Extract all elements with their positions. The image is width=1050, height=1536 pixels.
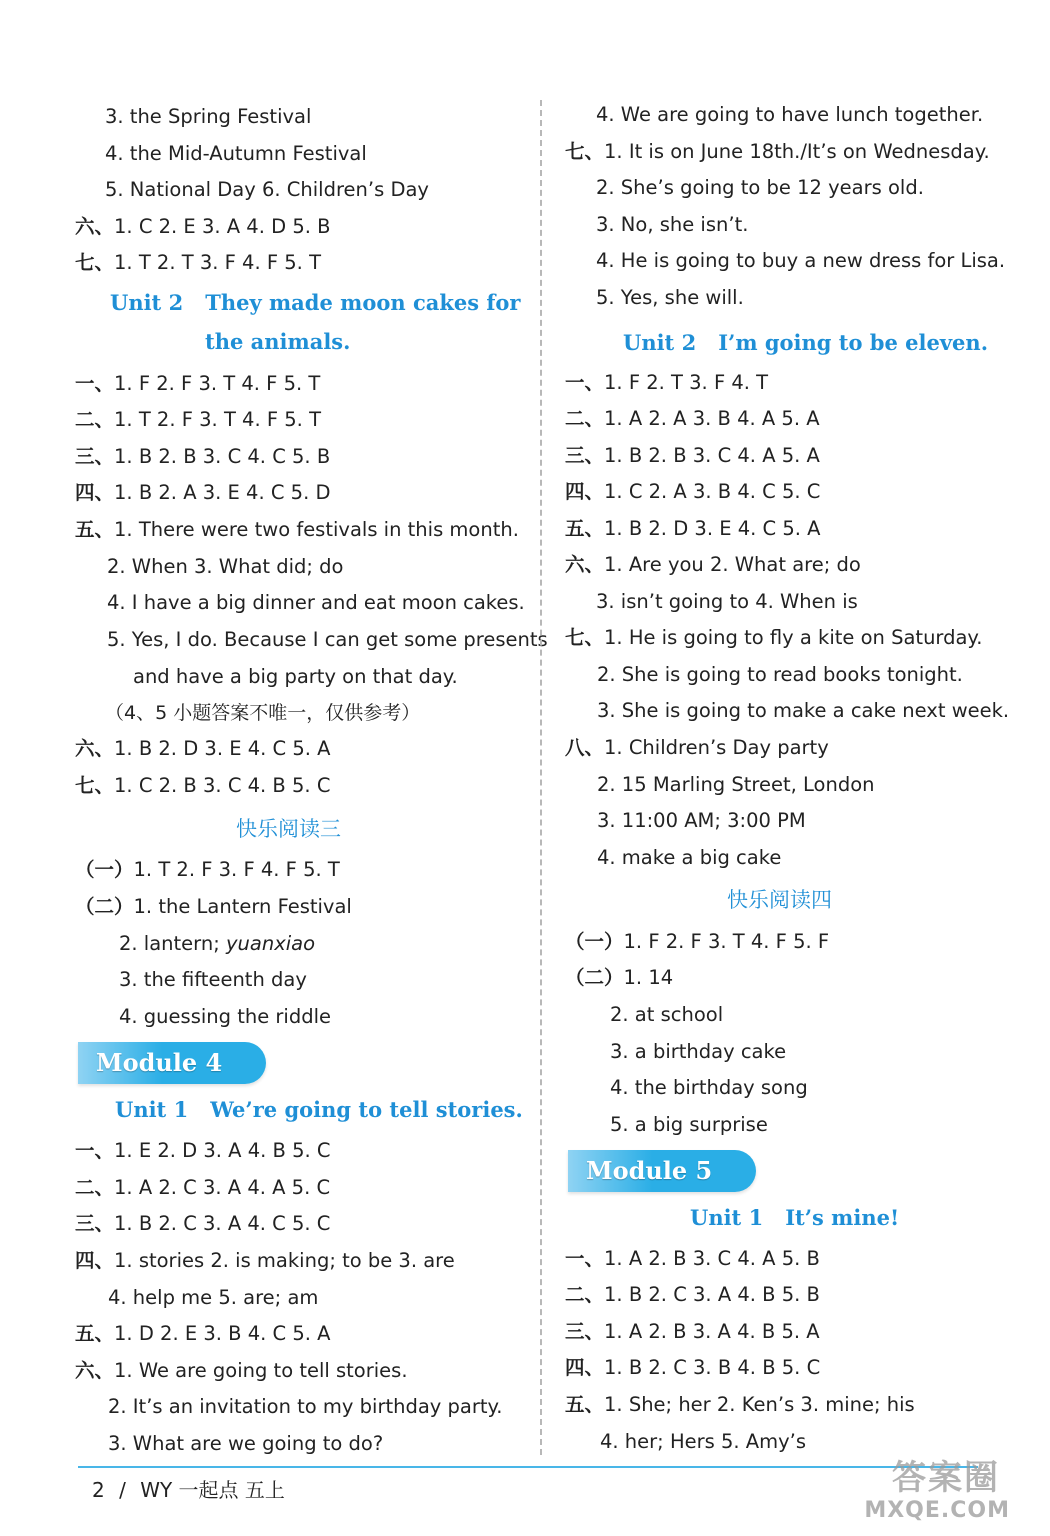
answer-line: [119, 931, 315, 957]
question-number: 五、: [565, 1393, 605, 1416]
answer-text: 1. C 2. B 3. C 4. B 5. C: [114, 774, 331, 797]
answer-text: 2. 15 Marling Street, London: [597, 773, 875, 796]
unit-title: [690, 1204, 899, 1232]
answer-line: [610, 1075, 808, 1101]
answer-text: 1. He is going to fly a kite on Saturday.: [604, 626, 983, 649]
question-number: 二、: [75, 408, 115, 431]
question-number: （一）: [565, 930, 624, 953]
answer-line: [105, 700, 420, 726]
question-number: 一、: [565, 371, 605, 394]
question-number: 五、: [75, 518, 115, 541]
answer-line: [75, 736, 331, 762]
answer-line: [75, 1358, 408, 1384]
answer-text: 1. A 2. B 3. C 4. A 5. B: [604, 1247, 820, 1270]
answer-line: [75, 444, 330, 470]
column-divider: [540, 100, 542, 1455]
answer-line: [119, 967, 307, 993]
book-series: WY 一起点 五上: [140, 1478, 285, 1502]
answer-line: [75, 1248, 455, 1274]
answer-text: 5. Yes, I do. Because I can get some presents: [107, 628, 548, 651]
answer-text: 4. make a big cake: [597, 846, 782, 869]
answer-line: [565, 139, 990, 165]
answer-line: [105, 104, 311, 130]
reading-section-title: 快乐阅读三: [236, 817, 341, 841]
answer-text: 1. F 2. T 3. F 4. T: [604, 371, 769, 394]
answer-text: 3. the Spring Festival: [105, 105, 312, 128]
question-number: 三、: [565, 444, 605, 467]
answer-text: 2. She’s going to be 12 years old.: [596, 176, 924, 199]
answer-line: [597, 772, 875, 798]
answer-text: and have a big party on that day.: [133, 665, 458, 688]
answer-line: [75, 894, 352, 920]
answer-text: 1. stories 2. is making; to be 3. are: [114, 1249, 455, 1272]
module-label: Module 4: [96, 1048, 223, 1077]
answer-line: [565, 443, 820, 469]
answer-line: [596, 102, 983, 128]
answer-line: [107, 590, 525, 616]
question-number: 三、: [565, 1320, 605, 1343]
answer-text: 1. T 2. F 3. F 4. F 5. T: [133, 858, 340, 881]
reading-section-title: 快乐阅读四: [727, 888, 832, 912]
answer-italic: yuanxiao: [225, 932, 316, 955]
question-number: 四、: [565, 480, 605, 503]
unit-name: the animals.: [205, 329, 351, 354]
answer-text: 1. B 2. D 3. E 4. C 5. A: [114, 737, 331, 760]
answer-line: [565, 1282, 820, 1308]
question-number: 一、: [565, 1247, 605, 1270]
question-number: 五、: [565, 517, 605, 540]
question-number: （一）: [75, 858, 134, 881]
unit-name: They made moon cakes for: [205, 290, 521, 315]
answer-line: [596, 285, 744, 311]
question-number: 七、: [565, 140, 605, 163]
answer-text: 3. isn’t going to 4. When is: [596, 590, 858, 613]
question-number: 三、: [75, 1212, 115, 1235]
question-number: 七、: [75, 251, 115, 274]
answer-text: 4. the Mid-Autumn Festival: [105, 142, 367, 165]
answer-text: 5. Yes, she will.: [596, 286, 744, 309]
unit-label: Unit 1: [115, 1097, 189, 1122]
answer-text: 3. What are we going to do?: [108, 1432, 384, 1455]
answer-text: 1. A 2. C 3. A 4. A 5. C: [114, 1176, 331, 1199]
answer-text: 1. B 2. D 3. E 4. C 5. A: [604, 517, 821, 540]
unit-label: Unit 2: [110, 290, 184, 315]
question-number: 五、: [75, 1322, 115, 1345]
answer-text: 1. F 2. F 3. T 4. F 5. F: [623, 930, 830, 953]
question-number: 七、: [75, 774, 115, 797]
answer-line: [105, 177, 429, 203]
answer-text: 1. D 2. E 3. B 4. C 5. A: [114, 1322, 331, 1345]
answer-text: 1. the Lantern Festival: [133, 895, 352, 918]
answer-text: 5. a big surprise: [610, 1113, 768, 1136]
answer-line: [597, 845, 781, 871]
answer-line: [565, 929, 829, 955]
answer-line: [565, 1319, 820, 1345]
answer-text: 1. C 2. E 3. A 4. D 5. B: [114, 215, 331, 238]
answer-line: [565, 1246, 820, 1272]
answer-line: [565, 735, 829, 761]
answer-line: [600, 1429, 806, 1455]
answer-line: [565, 479, 820, 505]
answer-line: [107, 627, 548, 653]
watermark-url: MXQE.COM: [864, 1498, 1010, 1523]
answer-line: [565, 625, 982, 651]
answer-line: [75, 773, 330, 799]
question-number: 六、: [75, 737, 115, 760]
answer-line: [75, 214, 331, 240]
question-number: 二、: [565, 1283, 605, 1306]
answer-text: 1. She; her 2. Ken’s 3. mine; his: [604, 1393, 915, 1416]
answer-line: [105, 141, 367, 167]
answer-line: [565, 406, 820, 432]
answer-line: [565, 1355, 820, 1381]
unit-title: [110, 289, 521, 317]
watermark-text: 答案圈: [892, 1458, 1000, 1498]
unit-name: We’re going to tell stories.: [210, 1097, 523, 1122]
question-number: （二）: [565, 966, 624, 989]
answer-text: 1. It is on June 18th./It’s on Wednesday.: [604, 140, 990, 163]
question-number: 六、: [75, 215, 115, 238]
answer-text: 1. E 2. D 3. A 4. B 5. C: [114, 1139, 331, 1162]
question-number: （二）: [75, 895, 134, 918]
question-number: 三、: [75, 445, 115, 468]
answer-text: 2. at school: [610, 1003, 724, 1026]
answer-text: 3. She is going to make a cake next week.: [597, 699, 1010, 722]
answer-text: 1. B 2. B 3. C 4. A 5. A: [604, 444, 820, 467]
question-number: 一、: [75, 372, 115, 395]
answer-line: [596, 212, 748, 238]
answer-line: [565, 516, 821, 542]
answer-line: [75, 480, 331, 506]
answer-text: 5. National Day 6. Children’s Day: [105, 178, 429, 201]
answer-text: 3. No, she isn’t.: [596, 213, 749, 236]
answer-text: 1. B 2. C 3. A 4. C 5. C: [114, 1212, 331, 1235]
answer-text: 1. T 2. T 3. F 4. F 5. T: [114, 251, 321, 274]
answer-line: [75, 517, 519, 543]
answer-text: 4. I have a big dinner and eat moon cakes.: [107, 591, 525, 614]
question-number: 四、: [75, 481, 115, 504]
answer-line: [119, 1004, 331, 1030]
answer-text: 4. We are going to have lunch together.: [596, 103, 984, 126]
answer-line: [596, 175, 924, 201]
answer-text: 1. 14: [623, 966, 674, 989]
answer-line: [133, 664, 458, 690]
answer-text: 2. When 3. What did; do: [107, 555, 344, 578]
answer-text: 1. A 2. A 3. B 4. A 5. A: [604, 407, 820, 430]
unit-title: [115, 1096, 523, 1124]
answer-line: [75, 250, 321, 276]
answer-text: 1. C 2. A 3. B 4. C 5. C: [604, 480, 821, 503]
question-number: 二、: [565, 407, 605, 430]
module-banner: [78, 1042, 266, 1084]
answer-line: [610, 1039, 786, 1065]
answer-line: [107, 554, 344, 580]
unit-title: [205, 328, 350, 356]
answer-text: （4、5 小题答案不唯一，仅供参考）: [105, 702, 421, 724]
answer-text: 1. T 2. F 3. T 4. F 5. T: [114, 408, 321, 431]
answer-line: [75, 1138, 331, 1164]
answer-text: 3. 11:00 AM; 3:00 PM: [597, 809, 806, 832]
answer-text: 2. It’s an invitation to my birthday party.: [108, 1395, 503, 1418]
answer-line: [75, 407, 321, 433]
unit-name: It’s mine!: [785, 1205, 900, 1230]
page-number: 2: [92, 1478, 105, 1502]
answer-text: 4. guessing the riddle: [119, 1005, 332, 1028]
answer-line: [75, 857, 340, 883]
answer-text: 1. Children’s Day party: [604, 736, 829, 759]
answer-text: 1. We are going to tell stories.: [114, 1359, 408, 1382]
answer-line: [75, 371, 320, 397]
answer-text: 3. a birthday cake: [610, 1040, 787, 1063]
answer-line: [565, 1392, 915, 1418]
answer-line: [565, 965, 673, 991]
question-number: 一、: [75, 1139, 115, 1162]
answer-text: 4. her; Hers 5. Amy’s: [600, 1430, 807, 1453]
answer-line: [610, 1002, 723, 1028]
question-number: 二、: [75, 1176, 115, 1199]
answer-line: [75, 1175, 330, 1201]
footer-rule: [78, 1466, 978, 1468]
answer-line: [108, 1285, 318, 1311]
answer-text: 1. There were two festivals in this month.: [114, 518, 519, 541]
module-label: Module 5: [586, 1156, 713, 1185]
answer-line: [597, 698, 1009, 724]
question-number: 八、: [565, 736, 605, 759]
answer-text: 2. lantern;: [119, 932, 226, 955]
unit-name: I’m going to be eleven.: [718, 330, 988, 355]
answer-text: 3. the fifteenth day: [119, 968, 307, 991]
answer-line: [596, 248, 1005, 274]
question-number: 六、: [75, 1359, 115, 1382]
watermark-logo: [860, 1458, 1010, 1528]
answer-text: 4. help me 5. are; am: [108, 1286, 319, 1309]
answer-text: 4. the birthday song: [610, 1076, 808, 1099]
answer-text: 1. B 2. C 3. B 4. B 5. C: [604, 1356, 821, 1379]
answer-text: 1. B 2. C 3. A 4. B 5. B: [604, 1283, 820, 1306]
question-number: 七、: [565, 626, 605, 649]
answer-text: 1. B 2. A 3. E 4. C 5. D: [114, 481, 331, 504]
page-footer: [92, 1476, 285, 1504]
unit-label: Unit 1: [690, 1205, 764, 1230]
answer-line: [597, 808, 806, 834]
question-number: 四、: [75, 1249, 115, 1272]
answer-line: [108, 1431, 383, 1457]
answer-text: 4. He is going to buy a new dress for Lisa.: [596, 249, 1006, 272]
answer-line: [75, 1211, 330, 1237]
answer-line: [597, 662, 963, 688]
answer-text: 1. Are you 2. What are; do: [604, 553, 861, 576]
answer-text: 2. She is going to read books tonight.: [597, 663, 963, 686]
answer-line: [596, 589, 858, 615]
module-banner: [568, 1150, 756, 1192]
footer-separator: /: [119, 1478, 126, 1502]
answer-line: [610, 1112, 768, 1138]
answer-line: [565, 370, 768, 396]
answer-text: 1. A 2. B 3. A 4. B 5. A: [604, 1320, 820, 1343]
question-number: 四、: [565, 1356, 605, 1379]
answer-line: [565, 552, 861, 578]
unit-label: Unit 2: [623, 330, 697, 355]
answer-text: 1. F 2. F 3. T 4. F 5. T: [114, 372, 321, 395]
unit-title: [623, 329, 988, 357]
question-number: 六、: [565, 553, 605, 576]
answer-line: [108, 1394, 503, 1420]
answer-text: 1. B 2. B 3. C 4. C 5. B: [114, 445, 331, 468]
answer-line: [75, 1321, 331, 1347]
